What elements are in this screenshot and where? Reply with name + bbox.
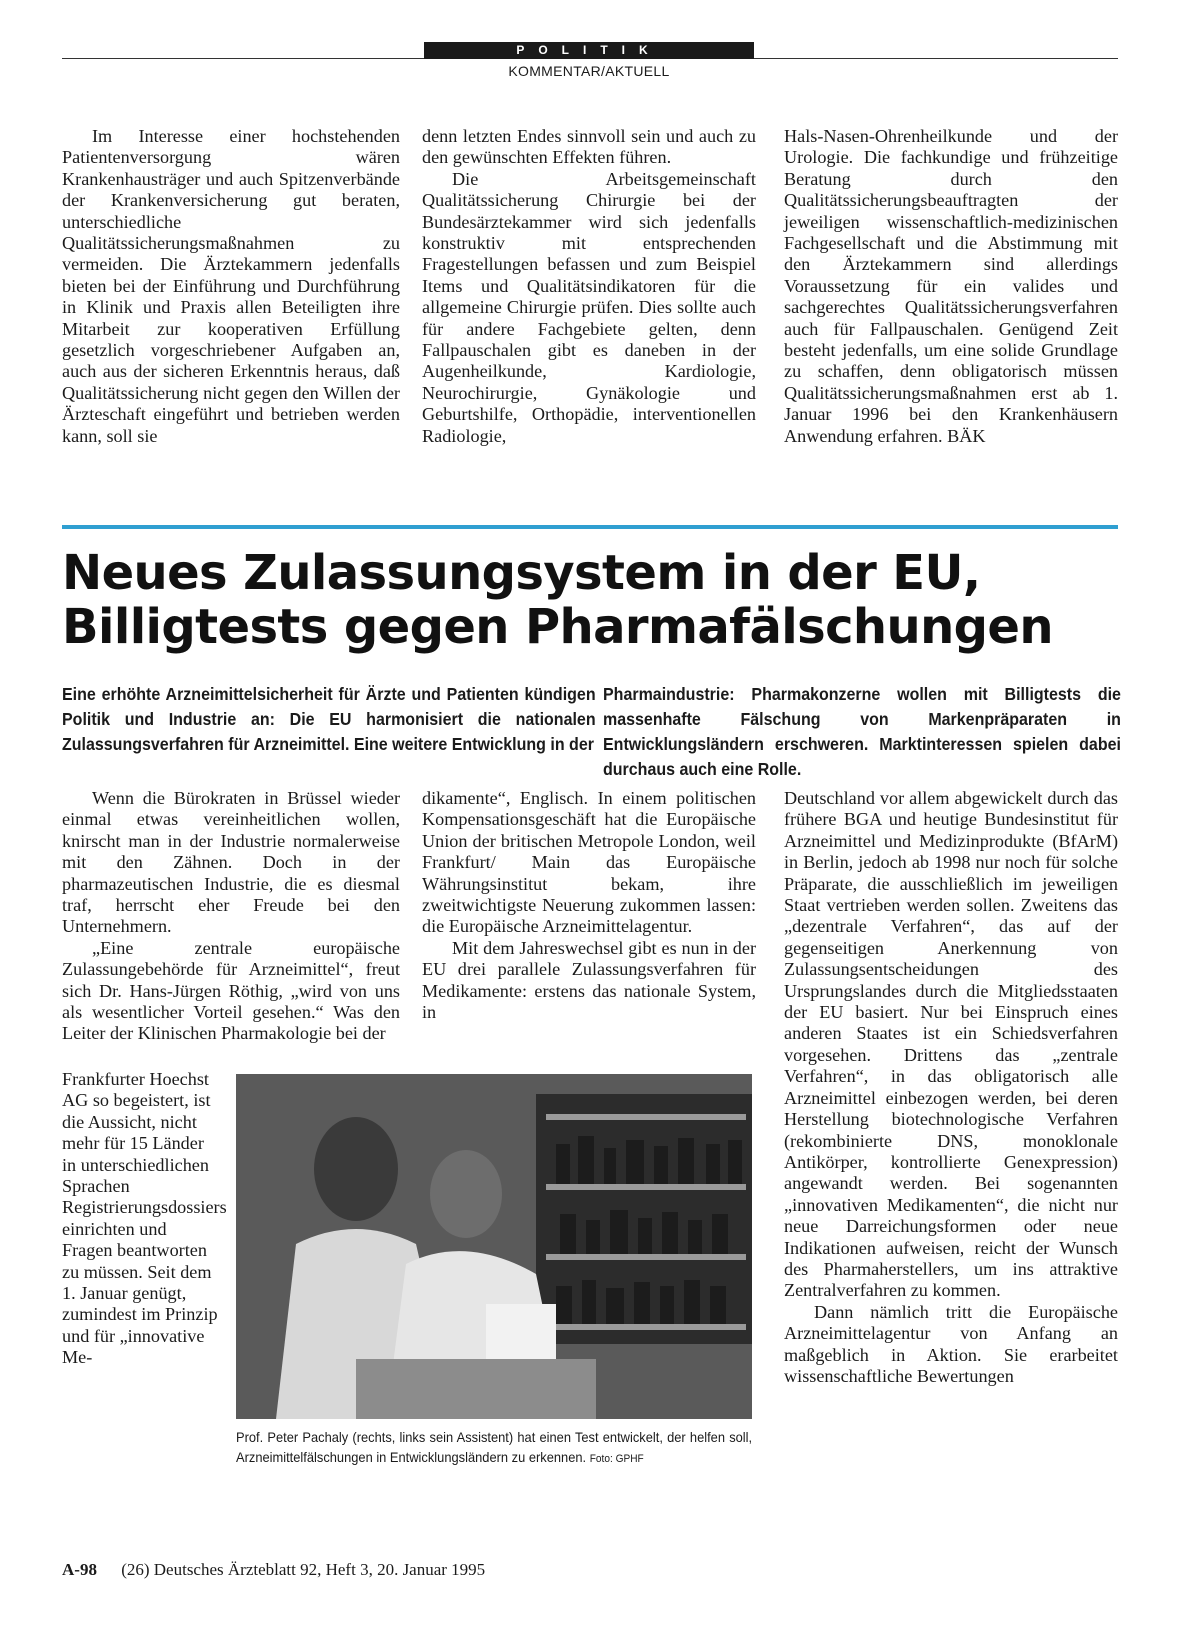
paragraph: dikamente“, Englisch. In einem politischen Kompensationsgeschäft hat die Europäische Union der britischen Metropole London, weil Frankfurt/ Main das Europäische Währungsinstitut bekam, ihre zweitwichtigste Neuerung zukommen lassen: die Europäische Arzneimittelagentur. bbox=[422, 788, 756, 937]
paragraph: Mit dem Jahreswechsel gibt es nun in der EU drei parallele Zulassungsverfahren für Medikamente: erstens das nationale System, in bbox=[422, 937, 756, 1023]
photo-illustration bbox=[236, 1074, 752, 1419]
citation: (26) Deutsches Ärzteblatt 92, Heft 3, 20. Januar 1995 bbox=[121, 1560, 486, 1579]
headline-line-2: Billigtests gegen Pharmafälschungen bbox=[62, 599, 1053, 655]
article-column-2 bbox=[422, 788, 756, 1023]
page-footer bbox=[62, 1560, 485, 1580]
lead-right: Pharmaindustrie: Pharmakonzerne wollen mit Billigtests die massenhafte Fälschung von Markenpräparaten in Entwicklungsländern erschweren. Marktinteressen spielen dabei durchaus auch eine Rolle. bbox=[603, 684, 1121, 779]
headline-line-1: Neues Zulassungsystem in der EU, bbox=[62, 545, 981, 601]
paragraph: Frankfurter Hoechst AG so begeistert, ist die Aussicht, nicht mehr für 15 Länder in unterschiedlichen Sprachen Registrierungsdossiers einrichten und Fragen beantworten zu müssen. Seit dem 1. Januar genügt, zumindest im Prinzip und für „innovative Me- bbox=[62, 1069, 227, 1368]
paragraph: Deutschland vor allem abgewickelt durch das frühere BGA und heutige Bundesinstitut für Arzneimittel und Medizinprodukte (BfArM) in Berlin, jedoch ab 1998 nur noch für solche Präparate, die ausschließlich im jeweiligen Staat vertrieben werden sollen. Zweitens das „dezentrale Verfahren“, das auf der gegenseitigen Anerkennung von Zulassungsentscheidungen des Ursprungslandes durch die Mitgliedsstaaten der EU basiert. Nur bei Einspruch eines anderen Staates ist ein Schiedsverfahren vorgesehen. Drittens das „zentrale Verfahren“, in das obligatorisch alle Arzneimittel einbezogen werden, bei deren Herstellung biotechnologische Verfahren (rekombinierte DNS, monoklonale Antikörper, kontrollierte Genexpression) angewandt werden. Bei sogenannten „innovativen Medikamenten“, die nicht nur neue Darreichungsformen oder neue Indikationen aufweisen, reicht der Wunsch des Pharmaherstellers, um ins attraktive Zentralverfahren zu kommen. bbox=[784, 788, 1118, 1301]
article-headline bbox=[62, 546, 1118, 654]
article-column-3 bbox=[784, 788, 1118, 1387]
paragraph: Dann nämlich tritt die Europäische Arzneimittelagentur von Anfang an maßgeblich in Aktion. Sie erarbeitet wissenschaftliche Bewertungen bbox=[784, 1301, 1118, 1386]
lead-left: Eine erhöhte Arzneimittelsicherheit für Ärzte und Patienten kündigen Politik und Industrie an: Die EU harmonisiert die nationalen Zulassungsverfahren für Arzneimittel. Eine weitere Entwicklung in der bbox=[62, 684, 596, 754]
section-label: POLITIK bbox=[424, 42, 754, 59]
paragraph: Wenn die Bürokraten in Brüssel wieder einmal etwas vereinheitlichen wollen, knirscht man in der Industrie normalerweise mit den Zähnen. Doch in der pharmazeutischen Industrie, die es diesmal traf, herrscht eher Freude bei den Unternehmern. bbox=[62, 788, 400, 937]
caption-text: Prof. Peter Pachaly (rechts, links sein Assistent) hat einen Test entwickelt, der helfen soll, Arzneimittelfälschungen in Entwicklungsländern zu erkennen. bbox=[236, 1429, 753, 1465]
paragraph: denn letzten Endes sinnvoll sein und auch zu den gewünschten Effekten führen. bbox=[422, 126, 756, 168]
photo-caption bbox=[236, 1427, 752, 1469]
article-photo bbox=[236, 1074, 752, 1419]
article-column-1 bbox=[62, 788, 400, 1045]
top-article-column-2 bbox=[422, 126, 756, 447]
paragraph: „Eine zentrale europäische Zulassungebehörde für Arzneimittel“, freut sich Dr. Hans-Jürgen Röthig, „wird von uns als wesentlicher Vorteil gesehen.“ Was den Leiter der Klinischen Pharmakologie bei der bbox=[62, 937, 400, 1044]
paragraph: Im Interesse einer hochstehenden Patientenversorgung wären Krankenhausträger und auch Spitzenverbände der Krankenversicherung gut beraten, unterschiedliche Qualitätssicherungsmaßnahmen zu vermeiden. Die Ärztekammern jedenfalls bieten bei der Einführung und Durchführung in Klinik und Praxis allen Beteiligten ihre Mitarbeit zur kooperativen Erfüllung gesetzlich vorgeschriebener Aufgaben an, auch aus der sicheren Erkenntnis heraus, daß Qualitätssicherung nicht gegen den Willen der Ärzteschaft eingeführt und betrieben werden kann, soll sie bbox=[62, 126, 400, 446]
paragraph: Hals-Nasen-Ohrenheilkunde und der Urologie. Die fachkundige und frühzeitige Beratung durch den Qualitätssicherungsbeauftragten der jeweiligen wissenschaftlich-medizinischen Fachgesellschaft und die Abstimmung mit den Ärztekammern sind allerdings Voraussetzung für ein valides und sachgerechtes Qualitätssicherungsverfahren auch für Fallpauschalen. Genügend Zeit besteht jedenfalls, um eine solide Grundlage zu schaffen, denn obligatorisch müssen Qualitätssicherungsmaßnahmen erst ab 1. Januar 1996 bei den Krankenhäusern Anwendung erfahren. BÄK bbox=[784, 126, 1118, 446]
subsection-label: KOMMENTAR/AKTUELL bbox=[508, 63, 670, 79]
article-column-1-narrow bbox=[62, 1069, 227, 1369]
section-divider bbox=[62, 525, 1118, 529]
photo-credit: Foto: GPHF bbox=[589, 1453, 644, 1465]
page-number: A-98 bbox=[62, 1560, 97, 1579]
top-article-column-1 bbox=[62, 126, 400, 447]
top-article-column-3 bbox=[784, 126, 1118, 447]
paragraph: Die Arbeitsgemeinschaft Qualitätssicherung Chirurgie bei der Bundesärztekammer wird sich jedenfalls konstruktiv mit entsprechenden Fragestellungen befassen und zum Beispiel Items und Qualitätsindikatoren für die allgemeine Chirurgie prüfen. Dies sollte auch für andere Fachgebiete gelten, denn Fallpauschalen gibt es daneben in der Augenheilkunde, Kardiologie, Neurochirurgie, Gynäkologie und Geburtshilfe, Orthopädie, interventionellen Radiologie, bbox=[422, 168, 756, 446]
